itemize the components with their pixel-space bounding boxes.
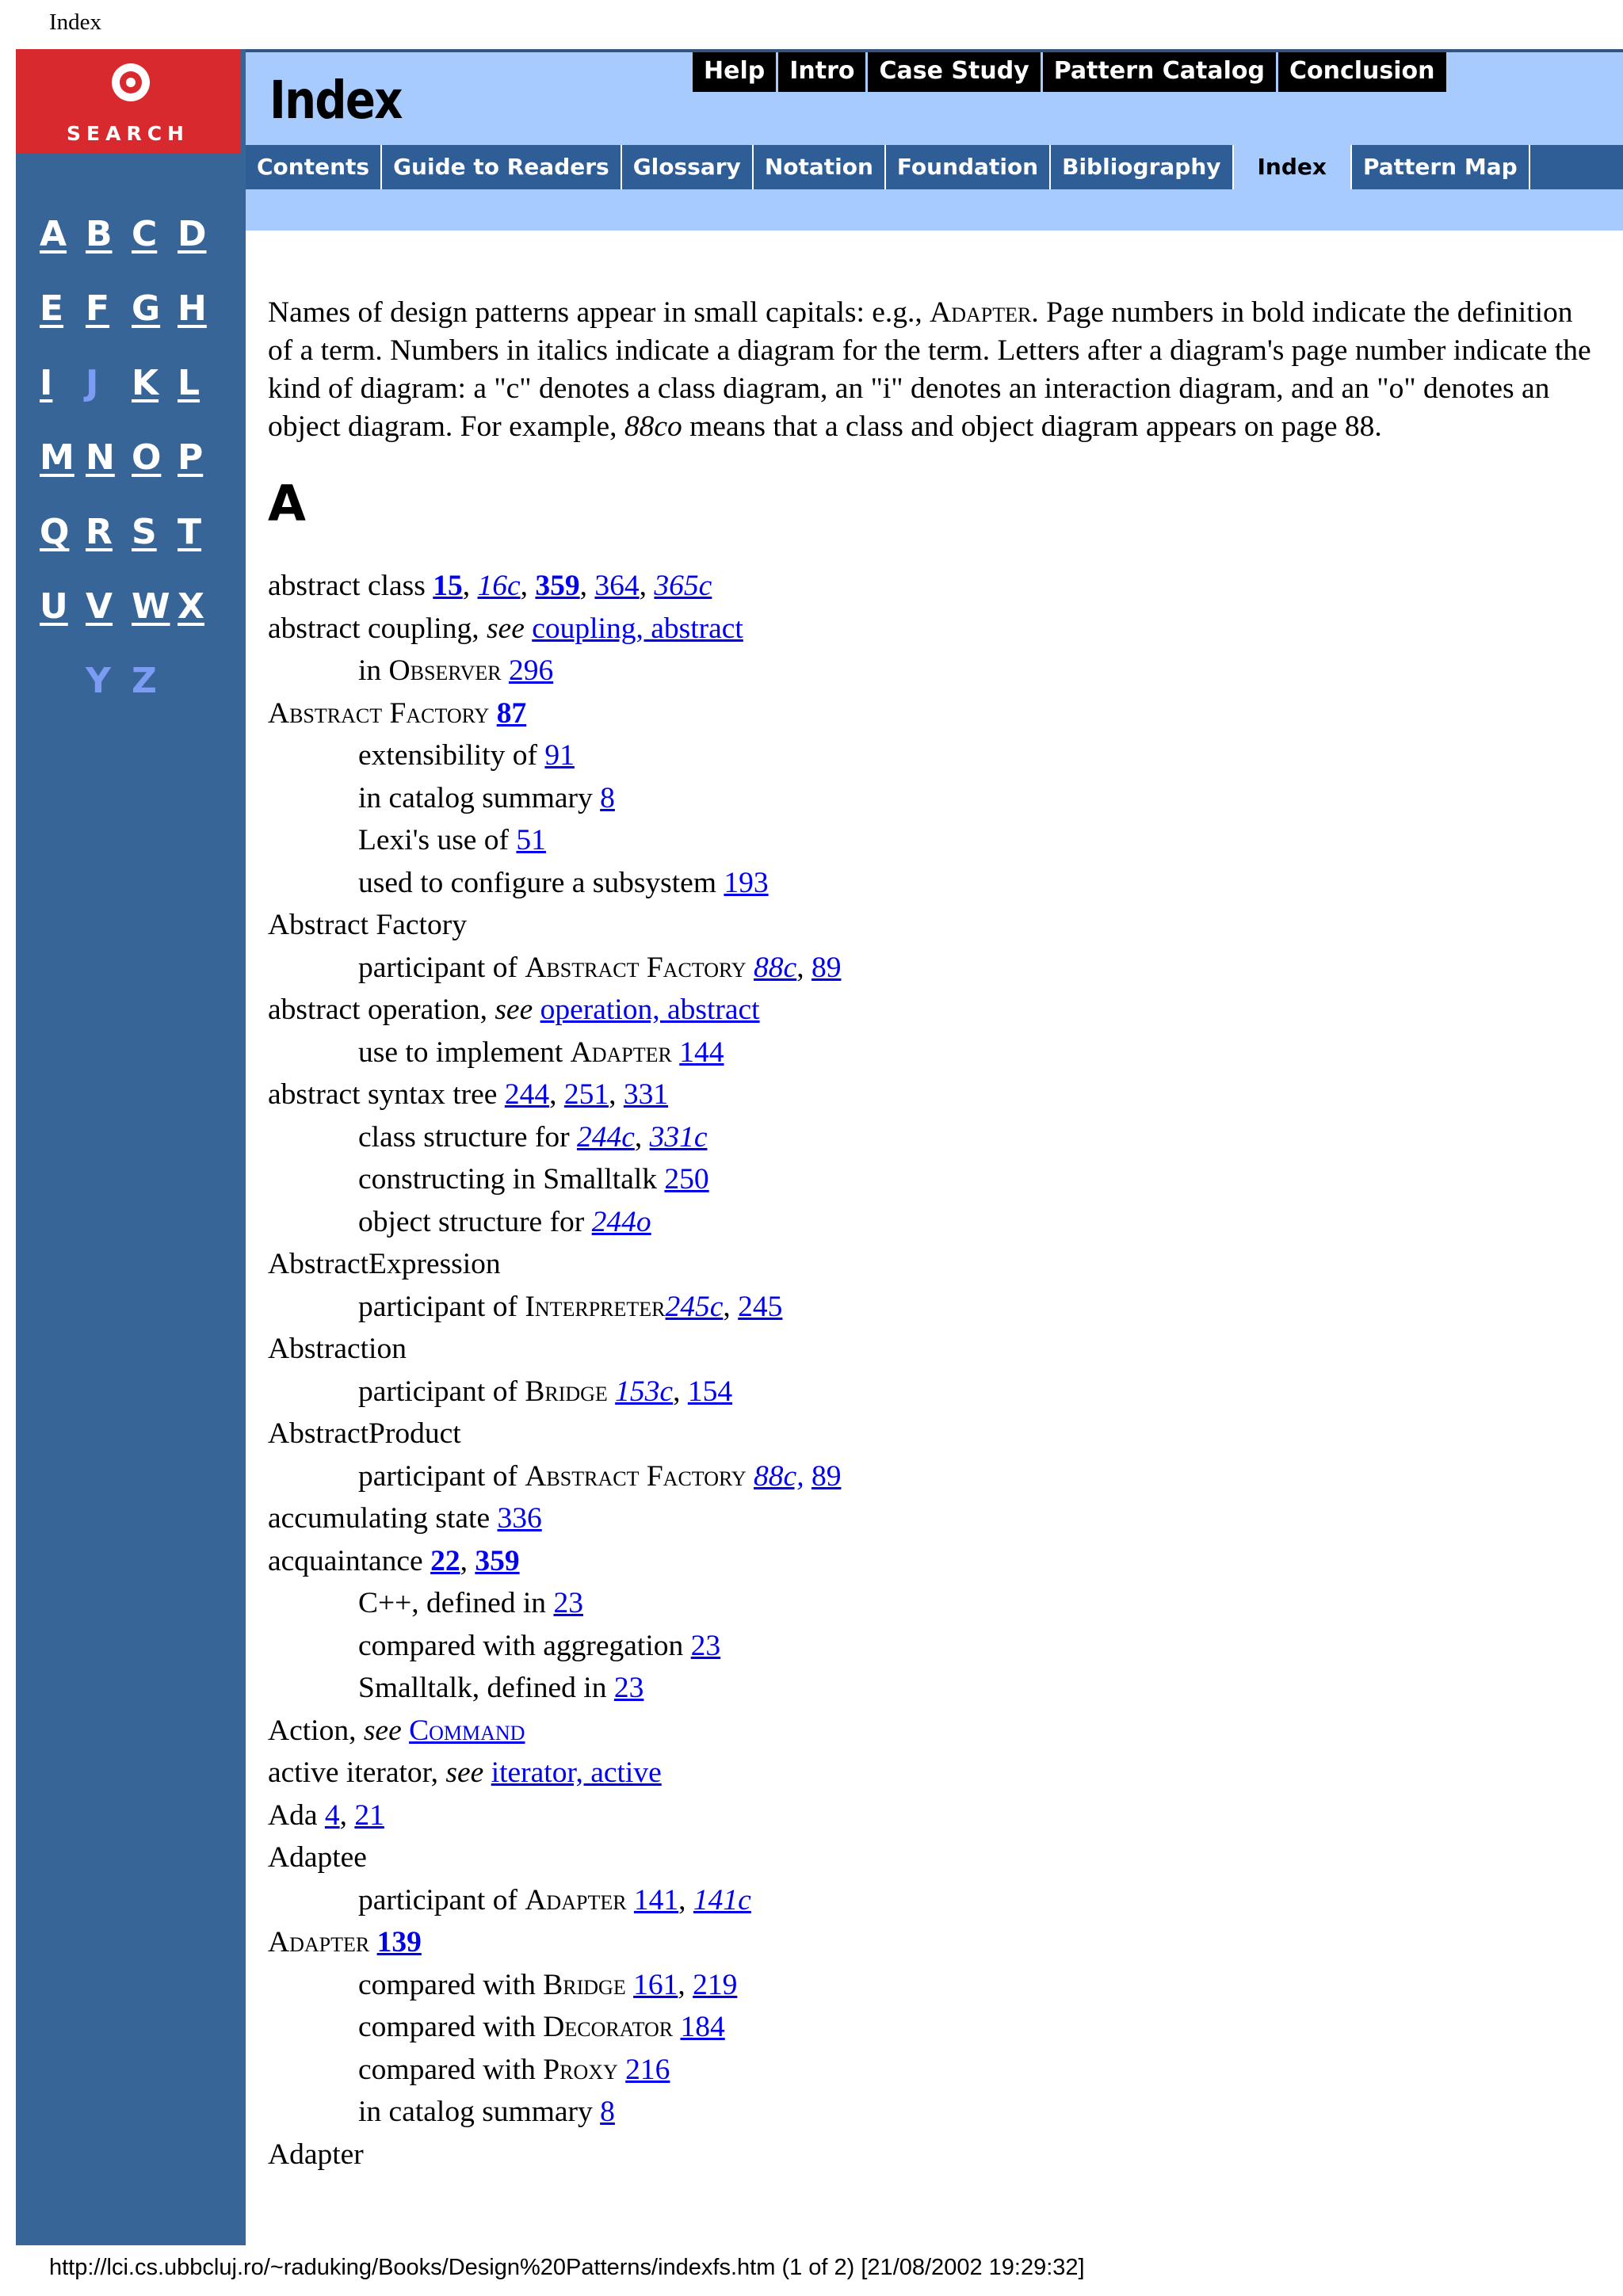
page-link[interactable]: 193 [724, 866, 769, 899]
index-entry [268, 1752, 1599, 1794]
entry-text: compared with aggregation [358, 1629, 691, 1662]
letter-link-v[interactable]: V [86, 586, 113, 627]
entry-text: , [462, 570, 478, 602]
page-link[interactable]: coupling, abstract [532, 612, 743, 645]
page-link[interactable]: 91 [544, 739, 575, 772]
page-link[interactable]: 8 [600, 781, 615, 814]
entry-text: compared with [358, 2011, 544, 2043]
index-entry [268, 1794, 1599, 1837]
pattern-name: Adapter [268, 1926, 370, 1958]
entry-text: abstract coupling, [268, 612, 487, 645]
index-subentry [268, 1582, 1599, 1625]
entry-text [627, 1884, 634, 1917]
index-subentry [268, 2091, 1599, 2134]
index-entry [268, 1710, 1599, 1753]
index-subentry [268, 1879, 1599, 1922]
entry-text: active iterator, [268, 1756, 446, 1789]
pattern-name: Abstract Factory [525, 951, 747, 984]
entry-text: AbstractProduct [268, 1417, 461, 1450]
sub-nav [246, 145, 1623, 189]
page-link[interactable]: 245 [738, 1290, 783, 1323]
target-logo-icon [112, 63, 150, 101]
entry-text: participant of [358, 1290, 525, 1323]
letter-row [40, 586, 230, 661]
page-link[interactable]: 251 [563, 1078, 609, 1111]
tab-bibliography[interactable]: Bibliography [1051, 145, 1233, 189]
page-link[interactable]: 23 [553, 1587, 583, 1619]
entry-text: Names of design patterns appear in small capitals: e.g., [268, 296, 930, 329]
index-subentry [268, 1032, 1599, 1074]
entry-text: Action, [268, 1714, 364, 1747]
section-heading: A [268, 475, 306, 532]
page-link[interactable]: 23 [690, 1629, 721, 1662]
page-title: Index [269, 70, 402, 131]
letter-row [40, 512, 230, 586]
page-link[interactable]: 336 [497, 1502, 542, 1535]
page-link[interactable]: 250 [664, 1163, 709, 1196]
entry-text: compared with [358, 1968, 544, 2001]
page-link[interactable]: 87 [496, 696, 527, 730]
letter-link-c[interactable]: C [132, 214, 158, 254]
index-entry [268, 1497, 1599, 1540]
letter-link-l[interactable]: L [178, 363, 200, 403]
letter-link-p[interactable]: P [178, 437, 204, 478]
entry-text: , [723, 1290, 739, 1323]
letter-link-n[interactable]: N [86, 437, 115, 478]
page-link[interactable]: 144 [679, 1035, 724, 1069]
search-label: SEARCH [67, 122, 189, 145]
letter-row [40, 363, 230, 437]
tab-guide-to-readers[interactable]: Guide to Readers [382, 145, 622, 189]
page-link[interactable]: 364 [594, 570, 640, 602]
letter-row [40, 661, 230, 735]
italic-text: 88co [624, 410, 682, 443]
entry-text [533, 994, 540, 1026]
letter-link-k[interactable]: K [132, 363, 159, 403]
letter-link-x[interactable]: X [178, 586, 204, 627]
page-link[interactable]: 15 [433, 570, 463, 602]
entry-text: abstract operation, [268, 994, 495, 1026]
page-link[interactable]: 359 [475, 1544, 520, 1577]
entry-text: object structure for [358, 1205, 592, 1238]
entry-text: , [639, 570, 655, 602]
page-link[interactable]: iterator, active [491, 1756, 662, 1789]
entry-text: in [358, 654, 389, 687]
entry-text: abstract syntax tree [268, 1078, 505, 1111]
pattern-name: Abstract Factory [268, 696, 490, 730]
letter-link-s[interactable]: S [132, 512, 157, 552]
entry-text: Ada [268, 1798, 325, 1832]
page-link[interactable]: 244o [591, 1205, 651, 1238]
page-link[interactable]: 88c, [754, 1459, 804, 1493]
index-subentry [268, 862, 1599, 905]
index-subentry [268, 734, 1599, 777]
page-link[interactable]: 23 [613, 1672, 644, 1704]
intro-paragraph [268, 294, 1599, 446]
page-link[interactable]: 8 [600, 2096, 615, 2128]
entry-text [747, 1460, 754, 1493]
index-subentry [268, 2049, 1599, 2092]
page-link[interactable]: 331c [649, 1120, 708, 1154]
tab-index[interactable]: Index [1234, 145, 1352, 189]
entry-text: Abstract Factory [268, 909, 467, 941]
entry-text: in catalog summary [358, 781, 601, 814]
entry-text [483, 1756, 491, 1789]
entry-text [502, 654, 509, 687]
entry-text: . Page numbers in bold indicate the definition of a term. Numbers in italics indicate a diagram for the term. Letters after a diagram's page number indicate the kind of diagram: a "c" denotes a class diagram, an "i" denotes an interaction diagram, and an "o" denotes an object diagram. For example, [268, 296, 1591, 443]
nav-button-help[interactable]: Help [693, 52, 776, 92]
entry-text: Adaptee [268, 1841, 367, 1874]
pattern-name: Proxy [543, 2053, 618, 2086]
index-entry [268, 1328, 1599, 1371]
tab-pattern-map[interactable]: Pattern Map [1352, 145, 1530, 189]
entry-text: acquaintance [268, 1544, 431, 1577]
entry-text: compared with [358, 2053, 544, 2086]
page-link[interactable]: 4 [324, 1798, 340, 1832]
letter-link-y: Y [86, 661, 111, 701]
pattern-name: Bridge [543, 1968, 626, 2001]
entry-text: use to implement [358, 1035, 571, 1069]
letter-row [40, 214, 230, 288]
index-entry [268, 608, 1599, 650]
entry-text: class structure for [358, 1120, 577, 1154]
entry-text: C++, defined in [358, 1587, 554, 1619]
page-link[interactable]: 141 [633, 1883, 679, 1917]
italic-text: see [495, 994, 533, 1026]
main-content [268, 294, 1599, 2176]
index-entry [268, 989, 1599, 1032]
index-subentry [268, 777, 1599, 820]
page-link[interactable]: 51 [516, 824, 546, 856]
pattern-name: Adapter [930, 296, 1032, 329]
index-subentry [268, 947, 1599, 990]
entry-text [525, 612, 532, 645]
entry-text: , [796, 951, 812, 984]
entry-text [747, 952, 754, 984]
index-subentry [268, 1667, 1599, 1710]
index-subentry [268, 1286, 1599, 1329]
pattern-name: Decorator [543, 2011, 674, 2043]
letter-link-a[interactable]: A [40, 214, 67, 254]
entry-text: , [678, 1968, 693, 2001]
letter-link-z: Z [132, 661, 157, 701]
letter-link-b[interactable]: B [86, 214, 113, 254]
pattern-name: Bridge [525, 1375, 608, 1408]
index-entry [268, 1243, 1599, 1286]
tab-glossary[interactable]: Glossary [622, 145, 754, 189]
index-subentry [268, 1964, 1599, 2007]
index-subentry [268, 1158, 1599, 1201]
page-link[interactable]: 141c [693, 1883, 751, 1917]
page-link[interactable]: 184 [680, 2011, 725, 2043]
page-link[interactable]: 296 [508, 654, 554, 687]
nav-button-case-study[interactable]: Case Study [868, 52, 1040, 92]
entry-text: , [520, 570, 536, 602]
letter-link-t[interactable]: T [178, 512, 202, 552]
nav-button-intro[interactable]: Intro [778, 52, 865, 92]
page-link[interactable]: operation, abstract [540, 994, 760, 1026]
nav-button-conclusion[interactable]: Conclusion [1278, 52, 1446, 92]
entry-text: accumulating state [268, 1502, 498, 1535]
entry-text: means that a class and object diagram appears on page 88. [682, 410, 1382, 443]
entry-text: participant of [358, 1375, 525, 1408]
entry-text [673, 2011, 680, 2043]
entry-text: participant of [358, 951, 525, 984]
letter-link-g[interactable]: G [132, 288, 161, 329]
top-nav [693, 52, 1449, 92]
print-footer: http://lci.cs.ubbcluj.ro/~raduking/Books/Design%20Patterns/indexfs.htm (1 of 2) [21/08/2002 19:29:32] [49, 2255, 1085, 2280]
index-entry [268, 2134, 1599, 2176]
letter-link-h[interactable]: H [178, 288, 207, 329]
page-link[interactable]: 245c [665, 1290, 724, 1323]
page-link[interactable]: 22 [430, 1544, 460, 1577]
page-link[interactable]: 89 [811, 951, 842, 984]
letter-link-j: J [86, 363, 99, 403]
page-link[interactable]: 16c [477, 570, 521, 602]
index-entry [268, 1413, 1599, 1455]
index-entry [268, 1921, 1599, 1964]
entry-text [804, 1460, 812, 1493]
entry-text: used to configure a subsystem [358, 866, 724, 899]
index-entry [268, 904, 1599, 947]
entry-text: , [678, 1883, 693, 1917]
index-subentry [268, 2006, 1599, 2049]
entry-text: , [579, 570, 595, 602]
letter-link-o[interactable]: O [132, 437, 162, 478]
index-entry [268, 1074, 1599, 1116]
entry-text: , [673, 1375, 688, 1408]
letter-spacer [40, 661, 86, 735]
letter-link-e[interactable]: E [40, 288, 64, 329]
nav-button-pattern-catalog[interactable]: Pattern Catalog [1043, 52, 1276, 92]
page-link[interactable]: 216 [625, 2053, 670, 2086]
page-link[interactable]: 88c [754, 951, 797, 984]
entry-text: , [634, 1120, 650, 1154]
page-link[interactable]: 365c [654, 570, 712, 602]
entry-text: , [549, 1078, 564, 1111]
page-link[interactable]: 161 [633, 1968, 678, 2001]
page-link[interactable]: 359 [535, 570, 580, 602]
index-entry [268, 692, 1599, 735]
italic-text: see [486, 612, 525, 645]
entry-text: Smalltalk, defined in [358, 1672, 614, 1704]
index-subentry [268, 1455, 1599, 1498]
entry-text [369, 1926, 376, 1958]
index-entries [268, 565, 1599, 2176]
entry-text: Abstraction [268, 1333, 407, 1365]
page-link[interactable]: 153c [615, 1375, 674, 1408]
pattern-name: Adapter [570, 1035, 672, 1069]
page-link[interactable]: 244 [504, 1078, 550, 1111]
index-subentry [268, 1625, 1599, 1668]
page-link[interactable]: 21 [354, 1798, 384, 1832]
entry-text [489, 697, 496, 730]
letter-link-q[interactable]: Q [40, 512, 70, 552]
entry-text [672, 1036, 679, 1069]
index-subentry [268, 1201, 1599, 1244]
index-subentry [268, 819, 1599, 862]
page-link[interactable]: 139 [376, 1926, 422, 1958]
letter-link-i[interactable]: I [40, 363, 53, 403]
index-subentry [268, 650, 1599, 692]
index-subentry [268, 1116, 1599, 1159]
letter-row [40, 288, 230, 363]
page-link[interactable]: 154 [687, 1375, 733, 1408]
index-subentry [268, 1371, 1599, 1413]
entry-text: AbstractExpression [268, 1248, 501, 1280]
page-link[interactable]: 244c [576, 1120, 635, 1154]
entry-text: Lexi's use of [358, 824, 517, 856]
pattern-name: Observer [388, 654, 502, 687]
entry-text: , [460, 1544, 475, 1577]
alphabet-nav [40, 214, 230, 735]
letter-link-w[interactable]: W [132, 586, 170, 627]
entry-text [618, 2054, 625, 2086]
page-link[interactable]: Command [409, 1714, 525, 1747]
entry-text [626, 1969, 633, 2001]
entry-text: in catalog summary [358, 2096, 601, 2128]
pattern-name: Abstract Factory [525, 1459, 747, 1493]
pattern-name: Interpreter [525, 1290, 666, 1323]
entry-text: , [609, 1078, 624, 1111]
page-link[interactable]: 89 [811, 1459, 842, 1493]
pattern-name: Adapter [525, 1883, 627, 1917]
tab-notation[interactable]: Notation [754, 145, 886, 189]
letter-link-m[interactable]: M [40, 437, 74, 478]
entry-text: Adapter [268, 2138, 364, 2171]
letter-link-d[interactable]: D [178, 214, 207, 254]
italic-text: see [363, 1714, 402, 1747]
letter-link-f[interactable]: F [86, 288, 110, 329]
page-link[interactable]: 219 [693, 1968, 738, 2001]
page-link[interactable]: 331 [623, 1078, 669, 1111]
tab-foundation[interactable]: Foundation [886, 145, 1051, 189]
tab-contents[interactable]: Contents [246, 145, 382, 189]
entry-text: extensibility of [358, 739, 545, 772]
entry-text: participant of [358, 1883, 525, 1917]
entry-text: participant of [358, 1459, 525, 1493]
entry-text [402, 1714, 409, 1747]
entry-text: constructing in Smalltalk [358, 1163, 665, 1196]
letter-link-r[interactable]: R [86, 512, 113, 552]
italic-text: see [445, 1756, 484, 1789]
entry-text: abstract class [268, 570, 433, 602]
print-header: Index [49, 10, 102, 35]
index-entry [268, 1540, 1599, 1583]
letter-row [40, 437, 230, 512]
index-entry [268, 1836, 1599, 1879]
search-button[interactable] [16, 49, 240, 153]
index-entry [268, 565, 1599, 608]
letter-link-u[interactable]: U [40, 586, 68, 627]
entry-text [608, 1375, 615, 1408]
entry-text: , [339, 1798, 355, 1832]
